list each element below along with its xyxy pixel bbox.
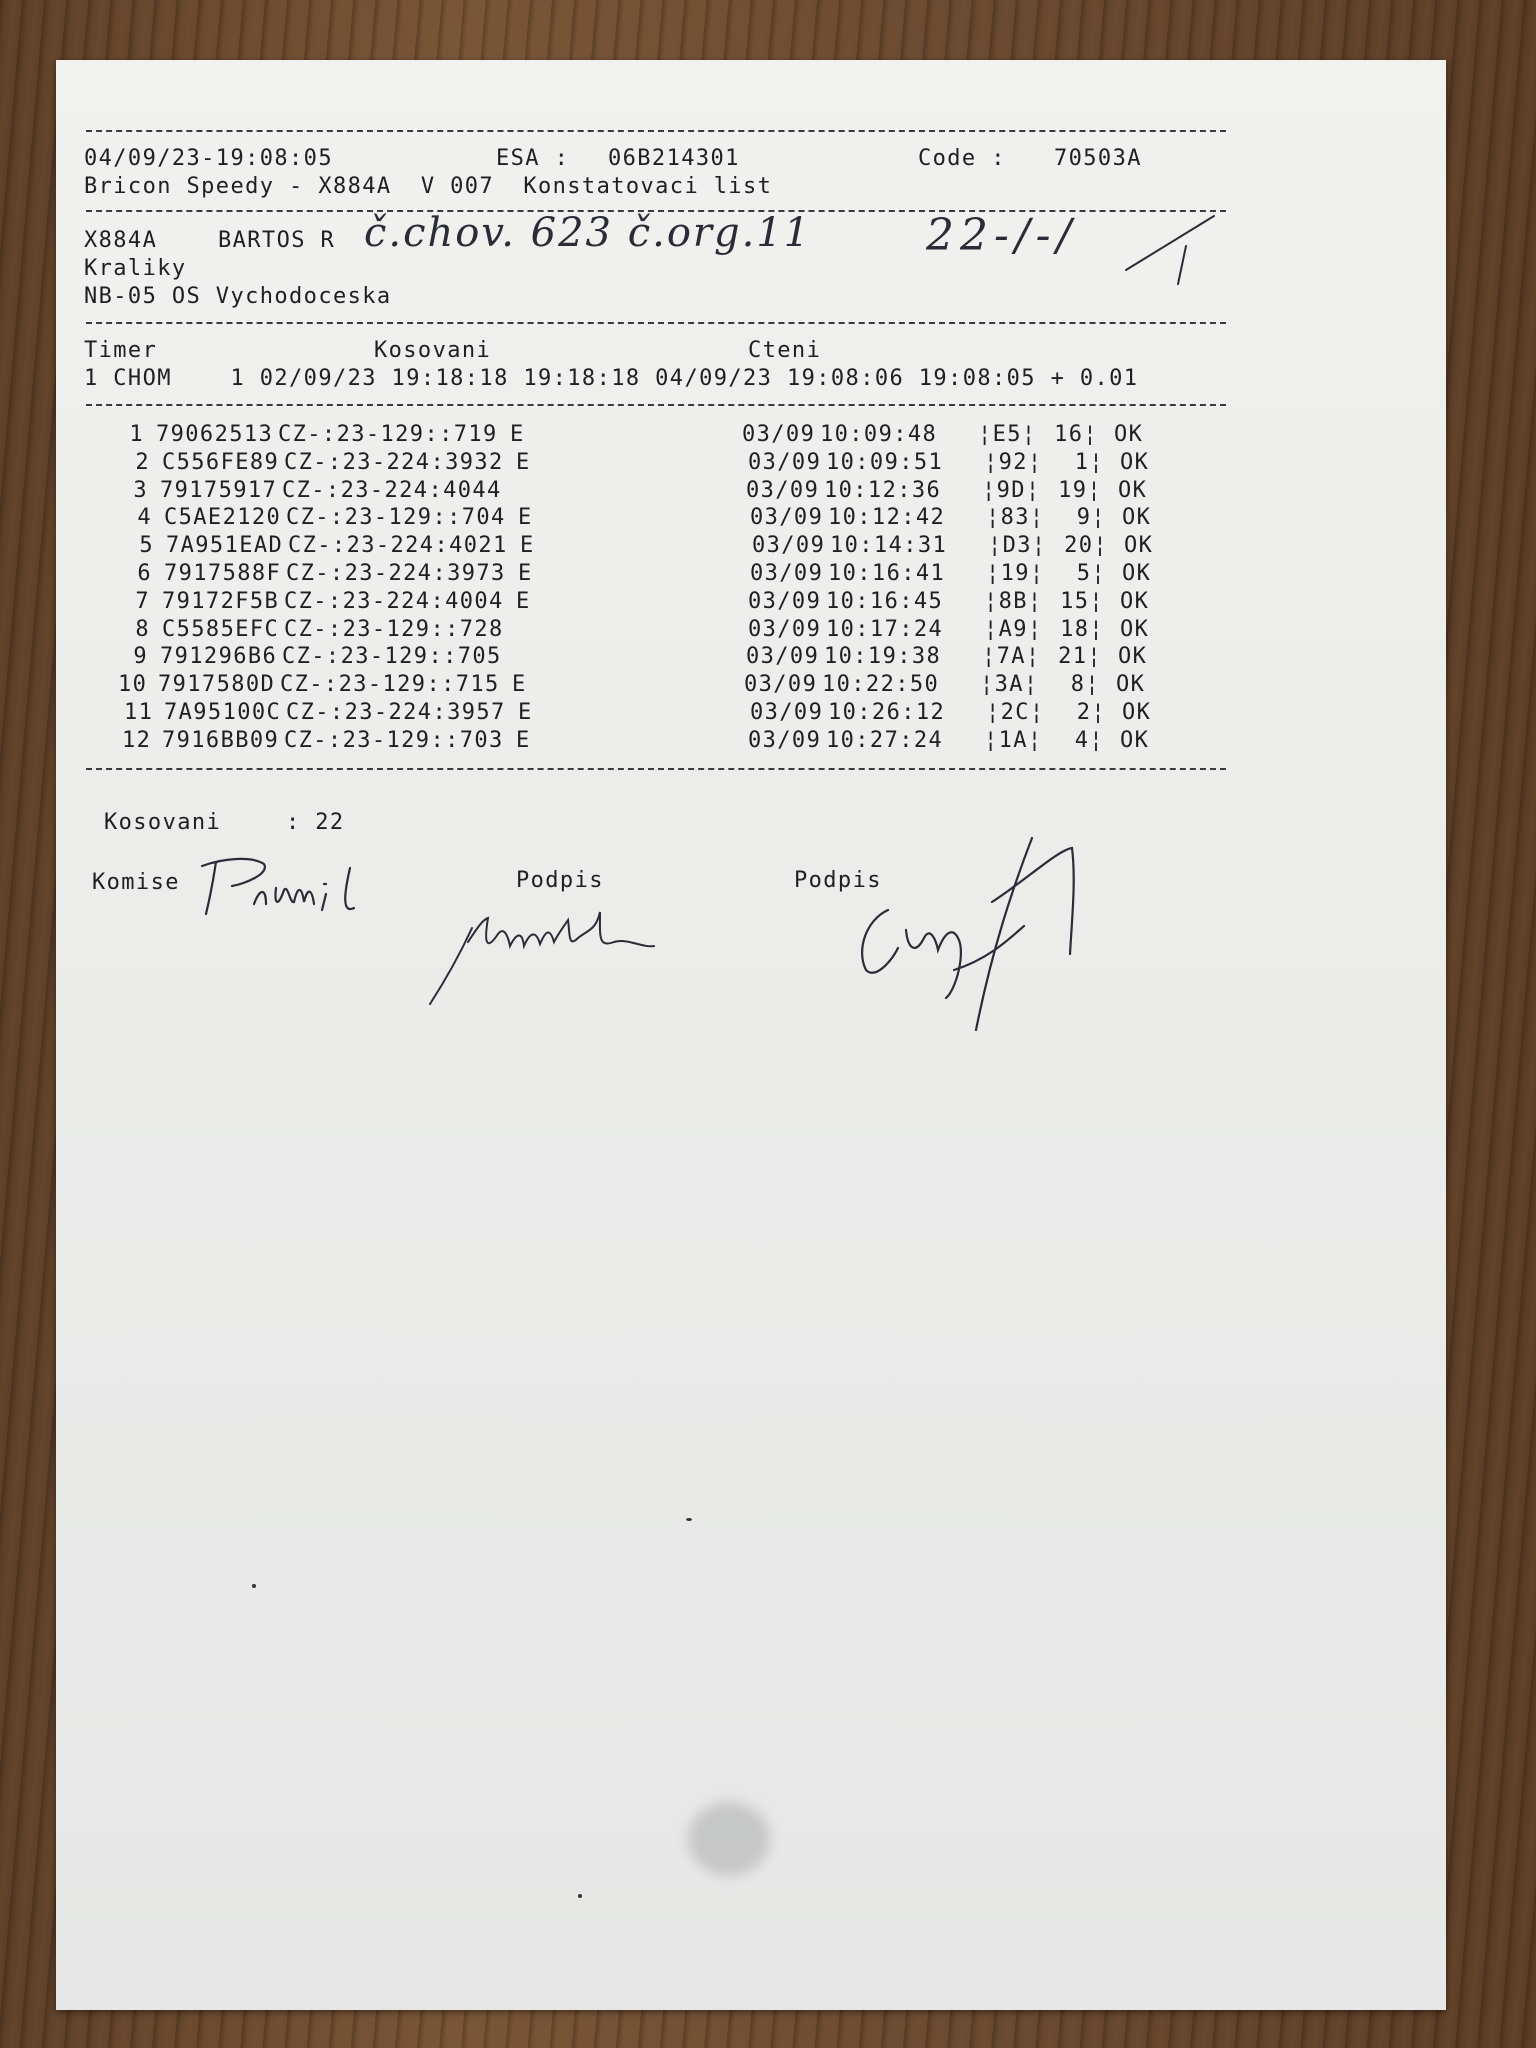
kosovani-total-value: : 22 <box>286 810 345 835</box>
arrival-record-row <box>124 700 1224 728</box>
record-pos: 19¦ <box>1058 477 1102 503</box>
record-status: OK <box>1116 672 1146 698</box>
record-time: 10:12:42 <box>828 505 946 531</box>
record-e: E <box>518 505 533 531</box>
dashed-rule <box>86 130 1226 132</box>
record-code: ¦19¦ <box>986 561 1045 586</box>
record-ring: CZ-:23-224:4004 <box>284 588 504 614</box>
dashed-rule <box>86 404 1226 406</box>
record-chip: 7917588F <box>164 561 282 586</box>
record-chip: 7916BB09 <box>162 727 280 753</box>
record-chip: 7917580D <box>158 672 276 698</box>
record-e: E <box>516 727 531 753</box>
record-time: 10:09:48 <box>820 422 938 447</box>
record-ring: CZ-:23-129::719 <box>278 422 498 447</box>
record-status: OK <box>1122 700 1152 725</box>
record-chip: 79172F5B <box>162 588 280 614</box>
record-code: ¦9D¦ <box>982 477 1041 503</box>
record-chip: 79062513 <box>156 422 274 447</box>
record-code: ¦1A¦ <box>984 727 1043 753</box>
record-ring: CZ-:23-129::703 <box>284 727 504 753</box>
record-time: 10:14:31 <box>830 533 948 559</box>
member-town: Kraliky <box>84 256 187 281</box>
record-pos: 20¦ <box>1064 533 1108 559</box>
podpis-label-2: Podpis <box>794 868 882 893</box>
podpis-label-1: Podpis <box>516 868 604 893</box>
record-date: 03/09 <box>748 616 822 642</box>
record-status: OK <box>1122 561 1152 586</box>
record-status: OK <box>1120 588 1150 614</box>
record-pos: 18¦ <box>1060 616 1104 642</box>
record-code: ¦7A¦ <box>982 644 1041 670</box>
record-status: OK <box>1114 422 1144 447</box>
record-pos: 8¦ <box>1070 672 1100 698</box>
kosovani-column-label: Kosovani <box>374 338 492 363</box>
handwritten-breeder-note: č.chov. 623 č.org.11 <box>364 210 812 256</box>
record-n: 10 <box>118 672 148 698</box>
record-e: E <box>518 561 533 586</box>
record-n: 6 <box>137 561 152 586</box>
arrival-record-row <box>122 450 1222 478</box>
record-ring: CZ-:23-224:3973 <box>286 561 506 586</box>
podpis-signature-1 <box>428 890 758 1010</box>
dashed-rule <box>86 322 1226 324</box>
record-pos: 4¦ <box>1074 727 1104 753</box>
record-code: ¦8B¦ <box>984 588 1043 614</box>
record-chip: C5AE2120 <box>164 505 282 531</box>
record-time: 10:12:36 <box>824 477 942 503</box>
record-chip: 79175917 <box>160 477 278 503</box>
record-n: 1 <box>129 422 144 447</box>
record-e: E <box>510 422 525 447</box>
handwritten-slashes <box>1116 206 1226 286</box>
record-n: 4 <box>137 505 152 531</box>
record-code: ¦E5¦ <box>978 422 1037 447</box>
timer-readout-line: 1 CHOM 1 02/09/23 19:18:18 19:18:18 04/09/23 19:08:06 19:08:05 + 0.01 <box>84 366 1139 391</box>
arrival-record-row <box>120 644 1220 672</box>
code-value: 70503A <box>1054 146 1142 171</box>
record-pos: 2¦ <box>1076 700 1106 725</box>
record-status: OK <box>1120 727 1150 753</box>
arrival-record-row <box>122 728 1222 756</box>
record-e: E <box>512 672 527 698</box>
record-pos: 1¦ <box>1074 449 1104 475</box>
record-date: 03/09 <box>742 422 816 447</box>
arrival-record-row <box>122 589 1222 617</box>
record-chip: 7A95100C <box>164 700 282 725</box>
record-n: 8 <box>135 616 150 642</box>
record-n: 12 <box>122 727 152 753</box>
arrival-record-row <box>120 478 1220 506</box>
record-date: 03/09 <box>748 727 822 753</box>
record-e: E <box>520 533 535 559</box>
record-time: 10:16:45 <box>826 588 944 614</box>
handwritten-count: 22-/-/ <box>926 210 1078 261</box>
record-ring: CZ-:23-224:4021 <box>288 533 508 559</box>
record-e: E <box>518 700 533 725</box>
record-date: 03/09 <box>752 533 826 559</box>
record-time: 10:16:41 <box>828 561 946 586</box>
record-ring: CZ-:23-224:4044 <box>282 477 502 503</box>
member-name: BARTOS R <box>218 228 336 253</box>
record-time: 10:09:51 <box>826 449 944 475</box>
record-n: 9 <box>133 644 148 670</box>
paper-speck <box>252 1584 256 1588</box>
record-date: 03/09 <box>750 505 824 531</box>
record-n: 7 <box>135 588 150 614</box>
record-pos: 9¦ <box>1076 505 1106 531</box>
record-time: 10:19:38 <box>824 644 942 670</box>
record-pos: 21¦ <box>1058 644 1102 670</box>
timer-column-label: Timer <box>84 338 158 363</box>
record-n: 11 <box>124 700 154 725</box>
komise-signature <box>194 844 384 934</box>
arrival-record-row <box>118 672 1218 700</box>
esa-label: ESA : <box>496 146 570 171</box>
record-chip: 791296B6 <box>160 644 278 670</box>
record-code: ¦2C¦ <box>986 700 1045 725</box>
record-date: 03/09 <box>746 477 820 503</box>
record-date: 03/09 <box>746 644 820 670</box>
paper-speck <box>686 1518 692 1521</box>
record-chip: C5585EFC <box>162 616 280 642</box>
komise-label: Komise <box>92 870 180 895</box>
record-pos: 15¦ <box>1060 588 1104 614</box>
arrival-record-row <box>116 422 1216 450</box>
arrival-record-row <box>124 561 1224 589</box>
record-code: ¦92¦ <box>984 449 1043 475</box>
esa-value: 06B214301 <box>608 146 740 171</box>
record-pos: 5¦ <box>1076 561 1106 586</box>
record-date: 03/09 <box>750 561 824 586</box>
member-organization: NB-05 OS Vychodoceska <box>84 284 392 309</box>
record-chip: 7A951EAD <box>166 533 284 559</box>
record-code: ¦D3¦ <box>988 533 1047 559</box>
paper-stain <box>688 1802 770 1876</box>
record-time: 10:17:24 <box>826 616 944 642</box>
arrival-record-row <box>122 617 1222 645</box>
record-ring: CZ-:23-129::705 <box>282 644 502 670</box>
record-ring: CZ-:23-129::715 <box>280 672 500 698</box>
record-date: 03/09 <box>750 700 824 725</box>
record-time: 10:22:50 <box>822 672 940 698</box>
record-e: E <box>516 588 531 614</box>
arrival-record-row <box>124 505 1224 533</box>
record-status: OK <box>1120 616 1150 642</box>
record-date: 03/09 <box>744 672 818 698</box>
record-n: 3 <box>133 477 148 503</box>
record-pos: 16¦ <box>1054 422 1098 447</box>
arrival-record-row <box>126 533 1226 561</box>
dashed-rule <box>86 768 1226 770</box>
record-date: 03/09 <box>748 449 822 475</box>
print-datetime: 04/09/23-19:08:05 <box>84 146 333 171</box>
record-time: 10:26:12 <box>828 700 946 725</box>
record-ring: CZ-:23-129::704 <box>286 505 506 531</box>
record-ring: CZ-:23-129::728 <box>284 616 504 642</box>
member-id: X884A <box>84 228 158 253</box>
paper-speck <box>578 1894 582 1898</box>
record-code: ¦83¦ <box>986 505 1045 531</box>
document-subtitle: Bricon Speedy - X884A V 007 Konstatovaci list <box>84 174 773 199</box>
cteni-column-label: Cteni <box>748 338 822 363</box>
podpis-signature-2 <box>836 830 1176 1030</box>
record-n: 5 <box>139 533 154 559</box>
record-chip: C556FE89 <box>162 449 280 475</box>
record-n: 2 <box>135 449 150 475</box>
record-status: OK <box>1118 644 1148 670</box>
record-status: OK <box>1122 505 1152 531</box>
record-date: 03/09 <box>748 588 822 614</box>
record-status: OK <box>1118 477 1148 503</box>
record-e: E <box>516 449 531 475</box>
kosovani-total-label: Kosovani <box>104 810 222 835</box>
record-ring: CZ-:23-224:3932 <box>284 449 504 475</box>
record-code: ¦3A¦ <box>980 672 1039 698</box>
code-label: Code : <box>918 146 1006 171</box>
record-status: OK <box>1120 449 1150 475</box>
record-status: OK <box>1124 533 1154 559</box>
record-ring: CZ-:23-224:3957 <box>286 700 506 725</box>
paper-sheet <box>56 60 1446 2010</box>
record-code: ¦A9¦ <box>984 616 1043 642</box>
record-time: 10:27:24 <box>826 727 944 753</box>
